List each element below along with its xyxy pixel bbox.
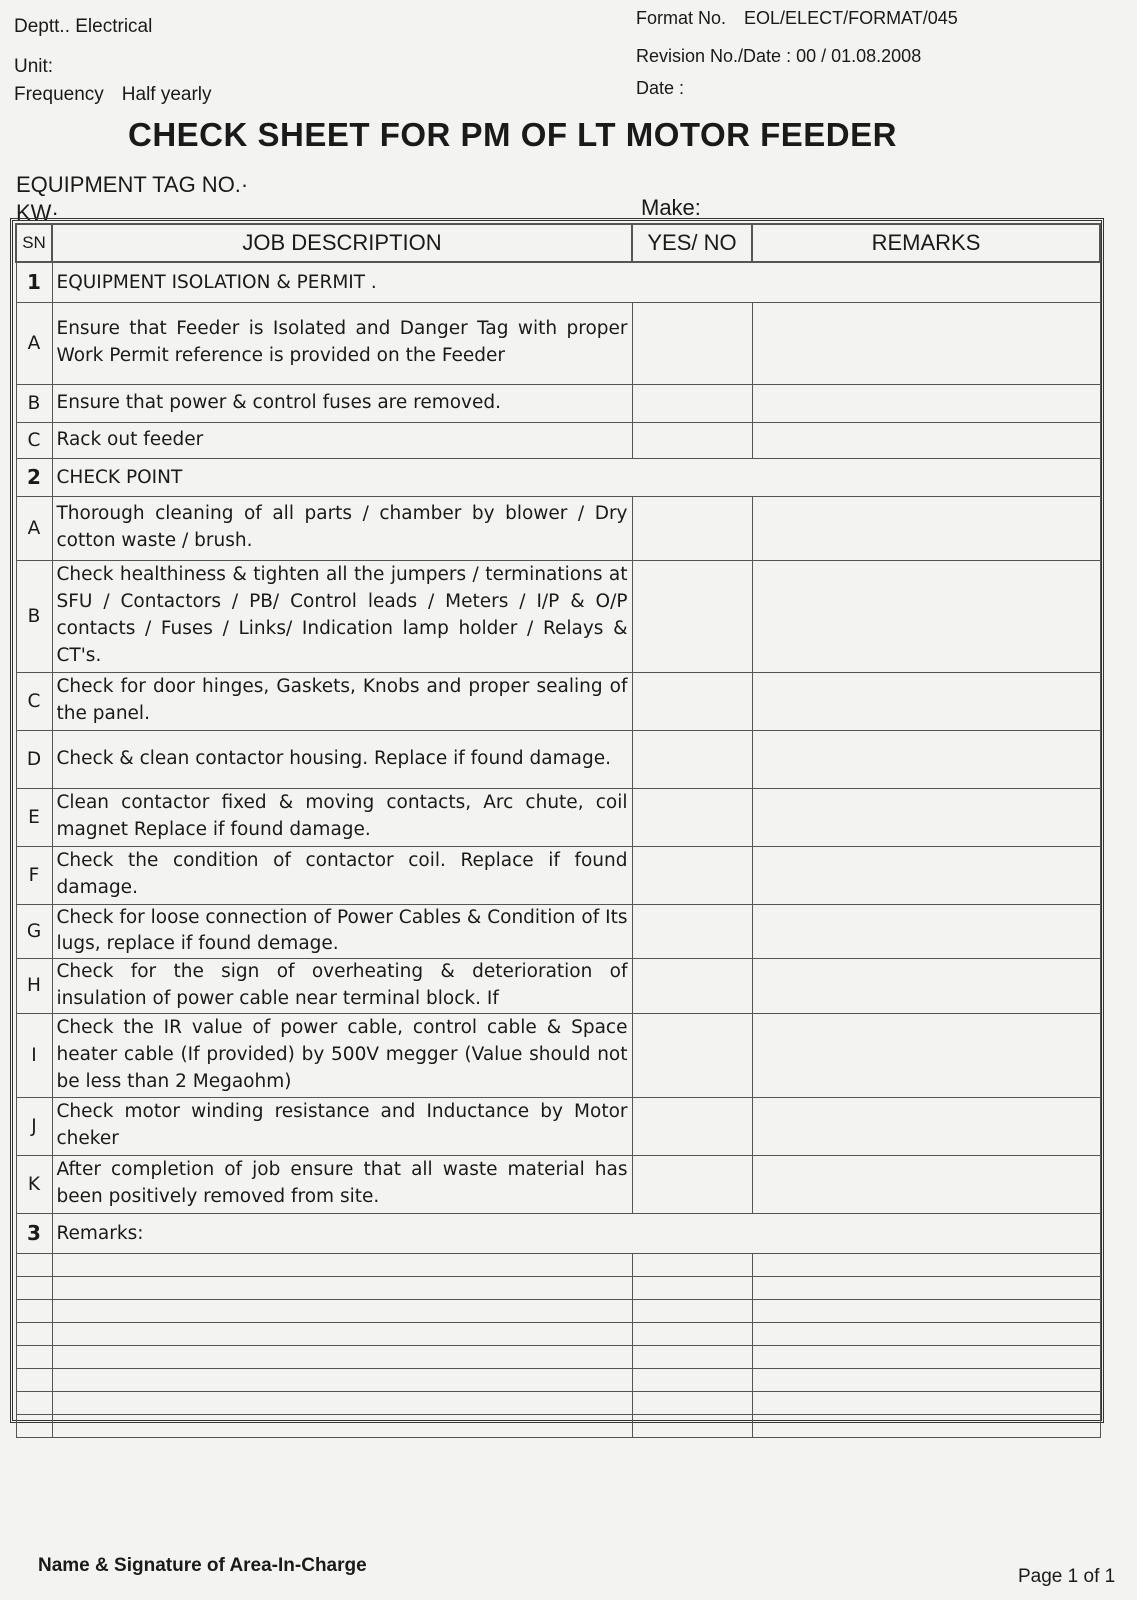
remarks-cell[interactable] <box>752 302 1100 384</box>
remarks-blank-row <box>16 1414 1100 1437</box>
section-number: 3 <box>16 1213 52 1253</box>
table-row <box>16 846 1100 904</box>
blank-cell <box>16 1368 52 1391</box>
remarks-blank-row <box>16 1368 1100 1391</box>
blank-cell[interactable] <box>632 1345 752 1368</box>
remarks-blank-row <box>16 1276 1100 1299</box>
frequency-field <box>14 84 212 106</box>
revision-label: Revision No./Date : <box>636 46 792 66</box>
revision-field <box>636 46 921 67</box>
blank-cell <box>16 1345 52 1368</box>
item-description: Check motor winding resistance and Inductance by Motor cheker <box>52 1097 632 1155</box>
remarks-cell[interactable] <box>752 904 1100 959</box>
signature-label: Name & Signature of Area-In-Charge <box>38 1555 367 1576</box>
item-description: Check for loose connection of Power Cables & Condition of Its lugs, replace if found demage. <box>52 904 632 959</box>
item-sn: A <box>16 302 52 384</box>
item-description: Check healthiness & tighten all the jumpers / terminations at SFU / Contactors / PB/ Control leads / Meters / I/P & O/P contacts / Fuses / Links/ Indication lamp holder / Relays & CT's. <box>52 560 632 672</box>
format-label: Format No. <box>636 8 727 28</box>
blank-cell[interactable] <box>632 1414 752 1437</box>
blank-cell[interactable] <box>752 1253 1100 1276</box>
section-title: Remarks: <box>52 1213 1100 1253</box>
remarks-cell[interactable] <box>752 384 1100 422</box>
blank-cell[interactable] <box>632 1391 752 1414</box>
blank-cell[interactable] <box>752 1299 1100 1322</box>
section-row <box>16 262 1100 302</box>
yes-no-cell[interactable] <box>632 560 752 672</box>
yes-no-cell[interactable] <box>632 730 752 788</box>
yes-no-cell[interactable] <box>632 1013 752 1097</box>
item-sn: K <box>16 1155 52 1213</box>
blank-cell[interactable] <box>752 1368 1100 1391</box>
frequency-label: Frequency <box>14 84 104 105</box>
remarks-cell[interactable] <box>752 846 1100 904</box>
format-value: EOL/ELECT/FORMAT/045 <box>744 8 958 28</box>
header-sn: SN <box>16 224 52 262</box>
remarks-cell[interactable] <box>752 788 1100 846</box>
item-sn: A <box>16 496 52 560</box>
blank-cell[interactable] <box>752 1414 1100 1437</box>
table-row <box>16 384 1100 422</box>
table-row <box>16 1097 1100 1155</box>
item-sn: D <box>16 730 52 788</box>
blank-cell[interactable] <box>52 1414 632 1437</box>
remarks-blank-row <box>16 1322 1100 1345</box>
table-row <box>16 302 1100 384</box>
item-description: Check & clean contactor housing. Replace if found damage. <box>52 730 632 788</box>
remarks-blank-row <box>16 1345 1100 1368</box>
frequency-value: Half yearly <box>121 84 212 105</box>
remarks-cell[interactable] <box>752 422 1100 458</box>
table-row <box>16 422 1100 458</box>
yes-no-cell[interactable] <box>632 959 752 1014</box>
blank-cell[interactable] <box>52 1368 632 1391</box>
blank-cell <box>16 1299 52 1322</box>
yes-no-cell[interactable] <box>632 302 752 384</box>
table-row <box>16 496 1100 560</box>
item-sn: B <box>16 560 52 672</box>
item-sn: B <box>16 384 52 422</box>
blank-cell <box>16 1253 52 1276</box>
item-description: After completion of job ensure that all waste material has been positively removed from site. <box>52 1155 632 1213</box>
remarks-cell[interactable] <box>752 560 1100 672</box>
yes-no-cell[interactable] <box>632 672 752 730</box>
blank-cell[interactable] <box>52 1299 632 1322</box>
header-job-description: JOB DESCRIPTION <box>52 224 632 262</box>
yes-no-cell[interactable] <box>632 1097 752 1155</box>
blank-cell <box>16 1414 52 1437</box>
remarks-cell[interactable] <box>752 1097 1100 1155</box>
table-row <box>16 672 1100 730</box>
section-number: 1 <box>16 262 52 302</box>
blank-cell[interactable] <box>752 1345 1100 1368</box>
remarks-cell[interactable] <box>752 672 1100 730</box>
kw-label: KW· <box>16 200 59 225</box>
yes-no-cell[interactable] <box>632 1155 752 1213</box>
item-description: Check for door hinges, Gaskets, Knobs and proper sealing of the panel. <box>52 672 632 730</box>
table-row <box>16 1155 1100 1213</box>
item-description: Check the IR value of power cable, control cable & Space heater cable (If provided) by 500V megger (Value should not be less than 2 Megaohm) <box>52 1013 632 1097</box>
item-sn: J <box>16 1097 52 1155</box>
remarks-cell[interactable] <box>752 730 1100 788</box>
blank-cell[interactable] <box>52 1345 632 1368</box>
item-description: Rack out feeder <box>52 422 632 458</box>
item-sn: C <box>16 672 52 730</box>
revision-value: 00 / 01.08.2008 <box>796 46 922 66</box>
blank-cell[interactable] <box>52 1391 632 1414</box>
date-label: Date : <box>636 78 685 98</box>
item-sn: G <box>16 904 52 959</box>
remarks-blank-row <box>16 1299 1100 1322</box>
checklist-table <box>15 223 1101 1438</box>
blank-cell[interactable] <box>632 1322 752 1345</box>
remarks-blank-row <box>16 1253 1100 1276</box>
remarks-cell[interactable] <box>752 959 1100 1014</box>
department-label: Deptt.. Electrical <box>14 16 153 37</box>
blank-cell[interactable] <box>52 1276 632 1299</box>
table-header-row <box>16 224 1100 262</box>
item-sn: E <box>16 788 52 846</box>
item-description: Ensure that power & control fuses are removed. <box>52 384 632 422</box>
format-number-field <box>636 8 958 29</box>
header-yes-no: YES/ NO <box>632 224 752 262</box>
section-title: EQUIPMENT ISOLATION & PERMIT . <box>52 262 1100 302</box>
blank-cell[interactable] <box>752 1276 1100 1299</box>
blank-cell[interactable] <box>632 1253 752 1276</box>
yes-no-cell[interactable] <box>632 384 752 422</box>
table-row <box>16 959 1100 1014</box>
blank-cell <box>16 1276 52 1299</box>
item-description: Check for the sign of overheating & deterioration of insulation of power cable near terminal block. If <box>52 959 632 1014</box>
page-number: Page 1 of 1 <box>1018 1566 1116 1587</box>
section-row <box>16 458 1100 496</box>
remarks-cell[interactable] <box>752 496 1100 560</box>
remarks-blank-row <box>16 1391 1100 1414</box>
document-title: CHECK SHEET FOR PM OF LT MOTOR FEEDER <box>128 116 897 153</box>
blank-cell[interactable] <box>632 1299 752 1322</box>
equipment-tag-label: EQUIPMENT TAG NO.· <box>16 172 249 197</box>
remarks-cell[interactable] <box>752 1155 1100 1213</box>
item-sn: H <box>16 959 52 1014</box>
blank-cell <box>16 1322 52 1345</box>
blank-cell[interactable] <box>632 1368 752 1391</box>
blank-cell[interactable] <box>752 1322 1100 1345</box>
remarks-cell[interactable] <box>752 1013 1100 1097</box>
item-description: Ensure that Feeder is Isolated and Danger Tag with proper Work Permit reference is provided on the Feeder <box>52 302 632 384</box>
table-row <box>16 904 1100 959</box>
section-number: 2 <box>16 458 52 496</box>
item-description: Check the condition of contactor coil. Replace if found damage. <box>52 846 632 904</box>
section-title: CHECK POINT <box>52 458 1100 496</box>
item-sn: F <box>16 846 52 904</box>
item-sn: C <box>16 422 52 458</box>
make-label: Make: <box>641 195 701 220</box>
yes-no-cell[interactable] <box>632 496 752 560</box>
table-row <box>16 1013 1100 1097</box>
unit-label: Unit: <box>14 56 54 77</box>
item-sn: I <box>16 1013 52 1097</box>
section-row <box>16 1213 1100 1253</box>
table-row <box>16 788 1100 846</box>
blank-cell[interactable] <box>52 1253 632 1276</box>
table-row <box>16 560 1100 672</box>
item-description: Clean contactor fixed & moving contacts, Arc chute, coil magnet Replace if found damage. <box>52 788 632 846</box>
blank-cell[interactable] <box>52 1322 632 1345</box>
blank-cell <box>16 1391 52 1414</box>
header-remarks: REMARKS <box>752 224 1100 262</box>
yes-no-cell[interactable] <box>632 422 752 458</box>
yes-no-cell[interactable] <box>632 788 752 846</box>
blank-cell[interactable] <box>632 1276 752 1299</box>
yes-no-cell[interactable] <box>632 904 752 959</box>
blank-cell[interactable] <box>752 1391 1100 1414</box>
table-row <box>16 730 1100 788</box>
yes-no-cell[interactable] <box>632 846 752 904</box>
item-description: Thorough cleaning of all parts / chamber by blower / Dry cotton waste / brush. <box>52 496 632 560</box>
